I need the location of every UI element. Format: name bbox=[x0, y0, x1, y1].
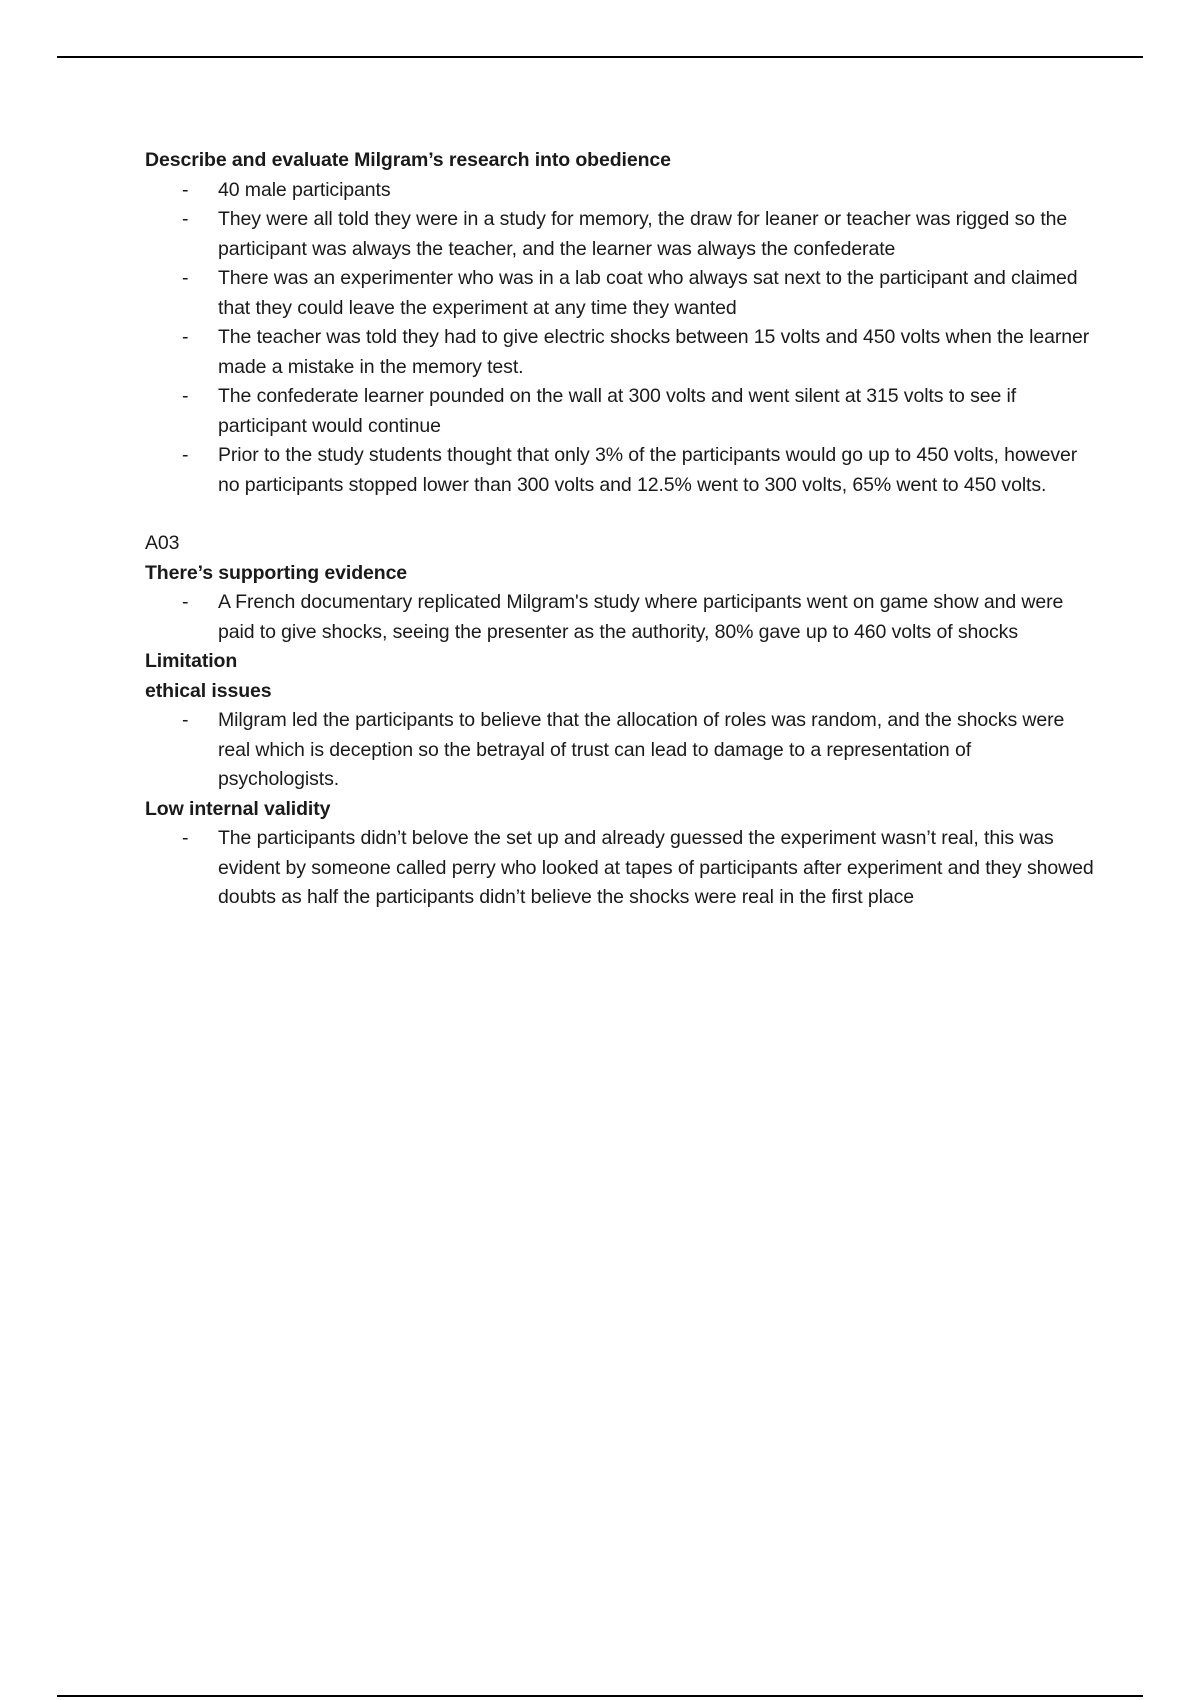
ethical-issues-list bbox=[145, 706, 1095, 795]
list-item-text: 40 male participants bbox=[218, 178, 391, 201]
list-item-text: The participants didn’t belove the set up and already guessed the experiment wasn’t real, this was evident by someone called perry who looked at tapes of participants after experiment and they showed doubts as half the participants didn’t believe the shocks were real in the first place bbox=[218, 827, 1094, 908]
list-item bbox=[145, 706, 1095, 795]
list-item-text: The teacher was told they had to give electric shocks between 15 volts and 450 volts when the learner made a mistake in the memory test. bbox=[218, 326, 1090, 378]
list-item-text: They were all told they were in a study for memory, the draw for leaner or teacher was rigged so the participant was always the teacher, and the learner was always the confederate bbox=[218, 208, 1068, 260]
bullet-dash: - bbox=[182, 385, 189, 407]
list-item bbox=[145, 205, 1095, 264]
page-top-rule bbox=[57, 56, 1143, 58]
list-item-text: The confederate learner pounded on the wall at 300 volts and went silent at 315 volts to see if participant would continue bbox=[218, 385, 1017, 437]
list-item bbox=[145, 323, 1095, 382]
list-item bbox=[145, 382, 1095, 441]
list-item-text: Prior to the study students thought that only 3% of the participants would go up to 450 volts, however no participants stopped lower than 300 volts and 12.5% went to 300 volts, 65% went to 450 volts. bbox=[218, 444, 1078, 496]
bullet-dash: - bbox=[182, 827, 189, 849]
bullet-dash: - bbox=[182, 591, 189, 613]
limitation-heading: Limitation bbox=[145, 650, 238, 672]
bullet-dash: - bbox=[182, 208, 189, 230]
bullet-dash: - bbox=[182, 709, 189, 731]
bullet-dash: - bbox=[182, 444, 189, 466]
bullet-dash: - bbox=[182, 178, 189, 201]
list-item bbox=[145, 264, 1095, 323]
document-body bbox=[145, 146, 1095, 913]
paragraph-gap bbox=[145, 500, 1095, 529]
document-title: Describe and evaluate Milgram’s research into obedience bbox=[145, 149, 671, 171]
list-item-text: Milgram led the participants to believe that the allocation of roles was random, and the shocks were real which is deception so the betrayal of trust can lead to damage to a representation of psychologists. bbox=[218, 709, 1065, 790]
list-item-text: A French documentary replicated Milgram's study where participants went on game show and were paid to give shocks, seeing the presenter as the authority, 80% gave up to 460 volts of shocks bbox=[218, 591, 1064, 643]
list-item bbox=[145, 176, 1095, 206]
description-list bbox=[145, 176, 1095, 501]
list-item bbox=[145, 441, 1095, 500]
internal-validity-heading: Low internal validity bbox=[145, 797, 331, 820]
supporting-evidence-heading: There’s supporting evidence bbox=[145, 561, 408, 584]
bullet-dash: - bbox=[182, 326, 189, 348]
ethical-issues-heading: ethical issues bbox=[145, 679, 272, 702]
list-item bbox=[145, 588, 1095, 647]
list-item bbox=[145, 824, 1095, 913]
page-bottom-rule bbox=[57, 1695, 1143, 1697]
ao3-label: A03 bbox=[145, 532, 180, 554]
internal-validity-list bbox=[145, 824, 1095, 913]
bullet-dash: - bbox=[182, 267, 189, 289]
supporting-evidence-list bbox=[145, 588, 1095, 647]
list-item-text: There was an experimenter who was in a lab coat who always sat next to the participant and claimed that they could leave the experiment at any time they wanted bbox=[218, 267, 1078, 319]
